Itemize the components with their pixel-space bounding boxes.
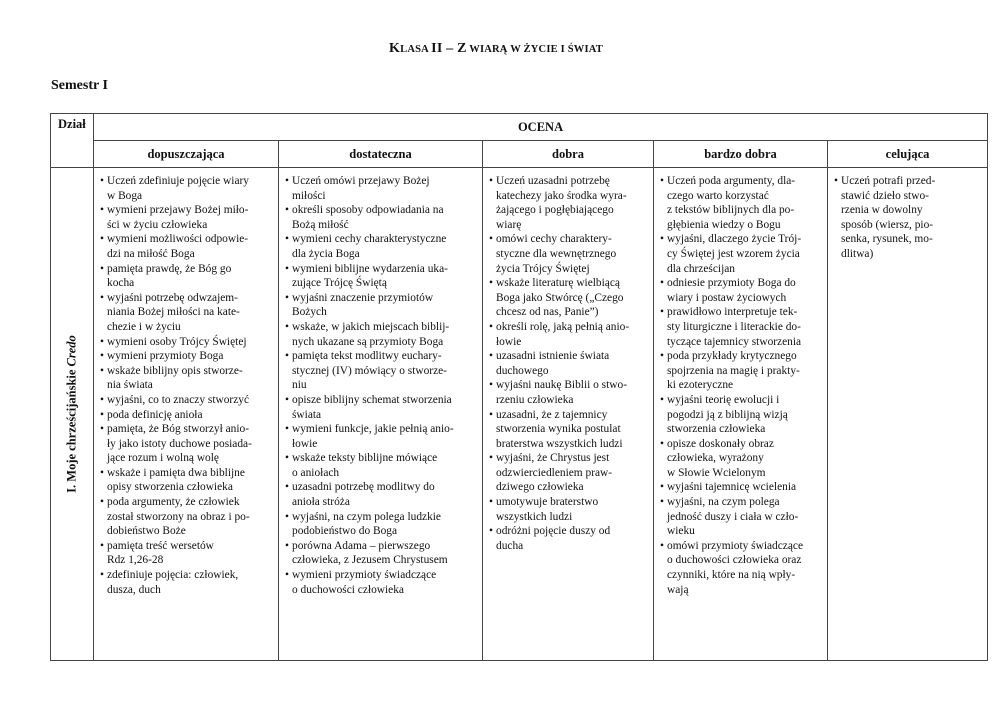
requirement-item [285,480,478,509]
bullet-icon: • [100,393,104,406]
requirement-item [660,437,823,481]
bullet-icon: • [489,379,493,392]
requirement-item [660,480,823,495]
requirements-dobra [483,168,654,661]
bullet-icon: • [489,277,493,290]
requirement-text: wyjaśni potrzebę odwzajem- niania Bożej miłości na kate- chezie i w życiu [107,291,240,333]
bullet-icon: • [660,306,664,319]
requirement-text: określi rolę, jaką pełnią anio- łowie [496,320,630,348]
requirement-item [285,422,478,451]
requirement-text: wymieni przymioty Boga [107,350,224,363]
requirement-item [100,568,274,597]
bullet-icon: • [100,291,104,304]
section-label: I. Moje chrześcijańskie Credo [64,335,79,493]
requirement-item [285,291,478,320]
dzial-header: Dział [51,114,94,168]
bullet-icon: • [285,204,289,217]
bullet-icon: • [285,510,289,523]
requirement-item [285,349,478,393]
requirement-text: wskaże biblijny opis stworze- nia świata [107,364,243,392]
requirement-text: wymieni przejawy Bożej miło- ści w życiu człowieka [107,204,249,231]
grade-header-dostateczna: dostateczna [279,141,483,168]
requirement-item [489,495,649,524]
bullet-icon: • [100,335,104,348]
requirement-text: pamięta treść wersetów Rdz 1,26-28 [107,539,214,567]
requirement-text: Uczeń omówi przejawy Bożej miłości [292,175,430,202]
requirement-item [489,232,649,276]
requirement-text: wyjaśni tajemnicę wcielenia [667,481,797,494]
requirement-text: uzasadni, że z tajemnicy stworzenia wynika postulat braterstwa wszystkich ludzi [496,408,623,450]
bullet-icon: • [285,569,289,582]
requirement-item [100,539,274,568]
semester-label: Semestr I [51,78,108,93]
bullet-icon: • [285,452,289,465]
requirement-item [285,510,478,539]
requirement-item [489,349,649,378]
requirement-item [285,320,478,349]
bullet-icon: • [285,393,289,406]
requirement-item [489,276,649,320]
bullet-icon: • [660,175,664,187]
requirement-text: poda argumenty, że człowiek został stworzony na obraz i po- dobieństwo Boże [107,496,250,538]
requirement-text: wyjaśni, że Chrystus jest odzwierciedleniem praw- dziwego człowieka [496,452,613,494]
bullet-icon: • [660,277,664,290]
requirement-text: wskaże teksty biblijne mówiące o aniołach [292,452,438,479]
bullet-icon: • [285,539,289,552]
requirement-text: porówna Adama – pierwszego człowieka, z Jezusem Chrystusem [292,539,448,567]
requirement-item [100,364,274,393]
bullet-icon: • [100,423,104,436]
requirement-item [100,335,274,350]
requirement-item [489,451,649,495]
requirement-text: uzasadni potrzebę modlitwy do anioła stróża [292,481,435,509]
requirements-bardzo-dobra [654,168,828,661]
requirement-text: wskaże i pamięta dwa biblijne opisy stworzenia człowieka [107,466,245,494]
requirement-item [660,276,823,305]
requirement-text: Uczeń uzasadni potrzebę katechezy jako środka wyra- żającego i pogłębiającego wiarę [496,175,627,231]
requirement-text: zdefiniuje pojęcia: człowiek, dusza, duch [107,569,239,596]
bullet-icon: • [100,350,104,363]
bullet-icon: • [660,350,664,363]
bullet-icon: • [100,466,104,479]
requirement-item [285,393,478,422]
requirement-item [660,539,823,597]
requirement-text: pamięta prawdę, że Bóg go kocha [107,262,232,290]
requirement-item [100,349,274,364]
requirement-item [834,174,983,262]
bullet-icon: • [100,569,104,582]
bullet-icon: • [660,437,664,450]
requirement-text: omówi przymioty świadczące o duchowości człowieka oraz czynniki, które na nią wpły- wają [667,539,804,596]
requirement-item [100,291,274,335]
requirement-item [285,232,478,261]
page-title: KLASA II – Z WIARĄ W ŻYCIE I ŚWIAT [389,41,603,56]
bullet-icon: • [285,291,289,304]
requirement-text: wymieni biblijne wydarzenia uka- zujące Trójcę Świętą [292,262,448,290]
grade-header-dopuszczajaca: dopuszczająca [94,141,279,168]
requirement-text: wyjaśni znaczenie przymiotów Bożych [292,291,434,319]
grading-table [50,113,988,661]
requirement-text: prawidłowo interpretuje tek- sty liturgiczne i literackie do- tyczące tajemnicy stworzenia [667,306,802,348]
requirement-text: wyjaśni teorię ewolucji i pogodzi ją z biblijną wizją stworzenia człowieka [667,393,788,436]
grade-header-dobra: dobra [483,141,654,168]
requirement-item [489,378,649,407]
requirement-item [100,232,274,261]
requirement-item [660,393,823,437]
requirement-text: odróżni pojęcie duszy od ducha [496,525,611,552]
requirement-item [100,262,274,291]
bullet-icon: • [489,452,493,465]
requirement-text: opisze biblijny schemat stworzenia świata [292,393,452,421]
requirement-item [100,393,274,408]
bullet-icon: • [489,525,493,538]
bullet-icon: • [285,350,289,363]
bullet-icon: • [660,496,664,509]
bullet-icon: • [100,204,104,217]
requirement-text: wyjaśni, na czym polega ludzkie podobieństwo do Boga [292,510,441,538]
requirement-text: wyjaśni, dlaczego życie Trój- cy Świętej jest wzorem życia dla chrześcijan [667,233,802,275]
bullet-icon: • [285,423,289,436]
requirement-text: poda definicję anioła [107,408,203,421]
requirement-item [100,422,274,466]
requirement-text: odniesie przymioty Boga do wiary i postaw życiowych [667,277,796,304]
requirement-text: wyjaśni, co to znaczy stworzyć [107,393,250,406]
requirement-item [489,408,649,452]
requirement-text: wymieni cechy charakterystyczne dla życia Boga [292,233,447,260]
requirement-text: pamięta tekst modlitwy euchary- stycznej (IV) mówiący o stworze- niu [292,350,447,392]
requirement-text: poda przykłady krytycznego spojrzenia na magię i prakty- ki ezoteryczne [667,350,800,392]
requirement-text: Uczeń potrafi przed- stawić dzieło stwo- rzenia w dowolny sposób (wiersz, pio- senka, rysunek, mo- dlitwa) [841,175,936,260]
requirement-item [100,466,274,495]
requirement-item [100,408,274,423]
requirement-text: wyjaśni, na czym polega jedność duszy i ciała w czło- wieku [667,496,799,538]
bullet-icon: • [489,233,493,246]
grade-header-celujaca: celująca [828,141,988,168]
ocena-header: OCENA [94,114,988,141]
bullet-icon: • [834,175,838,187]
bullet-icon: • [100,496,104,509]
requirement-item [489,524,649,553]
bullet-icon: • [285,233,289,246]
requirement-item [285,203,478,232]
requirement-item [660,232,823,276]
requirement-text: uzasadni istnienie świata duchowego [496,350,610,377]
bullet-icon: • [285,175,289,187]
bullet-icon: • [489,320,493,333]
requirement-item [660,174,823,232]
requirement-item [285,539,478,568]
requirement-item [285,262,478,291]
requirement-text: określi sposoby odpowiadania na Bożą miłość [292,204,444,231]
bullet-icon: • [489,175,493,187]
requirement-text: umotywuje braterstwo wszystkich ludzi [496,496,599,523]
bullet-icon: • [100,233,104,246]
bullet-icon: • [660,539,664,552]
requirement-text: wyjaśni naukę Biblii o stwo- rzeniu człowieka [496,379,627,406]
requirement-text: pamięta, że Bóg stworzył anio- ły jako istoty duchowe posiada- jące rozum i wolną wolę [107,423,252,465]
requirements-celujaca [828,168,988,661]
bullet-icon: • [489,408,493,421]
bullet-icon: • [100,539,104,552]
bullet-icon: • [660,233,664,246]
requirement-item [100,495,274,539]
bullet-icon: • [285,320,289,333]
bullet-icon: • [489,496,493,509]
section-label-cell [51,168,94,661]
bullet-icon: • [100,262,104,275]
requirement-item [489,174,649,232]
bullet-icon: • [489,350,493,363]
requirement-text: wskaże literaturę wielbiącą Boga jako Stwórcę („Czego chcesz od nas, Panie”) [496,277,624,319]
requirement-item [100,174,274,203]
requirement-item [660,495,823,539]
requirement-text: Uczeń zdefiniuje pojęcie wiary w Boga [107,175,249,202]
bullet-icon: • [660,481,664,494]
requirements-dopuszczajaca [94,168,279,661]
bullet-icon: • [100,175,104,187]
requirement-text: wymieni funkcje, jakie pełnią anio- łowie [292,423,454,450]
requirement-text: wymieni możliwości odpowie- dzi na miłość Boga [107,233,249,260]
requirement-item [285,568,478,597]
requirement-text: opisze doskonały obraz człowieka, wyrażony w Słowie Wcielonym [667,437,774,479]
bullet-icon: • [285,481,289,494]
requirement-item [660,305,823,349]
requirements-dostateczna [279,168,483,661]
requirement-item [489,320,649,349]
requirement-text: omówi cechy charaktery- styczne dla wewnętrznego życia Trójcy Świętej [496,233,617,275]
grade-header-bardzo-dobra: bardzo dobra [654,141,828,168]
requirement-text: wymieni osoby Trójcy Świętej [107,335,247,348]
requirement-text: wskaże, w jakich miejscach biblij- nych ukazane są przymioty Boga [292,320,450,348]
requirement-item [285,174,478,203]
bullet-icon: • [285,262,289,275]
requirement-text: wymieni przymioty świadczące o duchowości człowieka [292,569,437,596]
bullet-icon: • [660,393,664,406]
bullet-icon: • [100,408,104,421]
requirement-item [660,349,823,393]
requirement-item [285,451,478,480]
requirement-text: Uczeń poda argumenty, dla- czego warto korzystać z tekstów biblijnych dla po- głębienia wiedzy o Bogu [667,175,796,231]
bullet-icon: • [100,364,104,377]
requirement-item [100,203,274,232]
